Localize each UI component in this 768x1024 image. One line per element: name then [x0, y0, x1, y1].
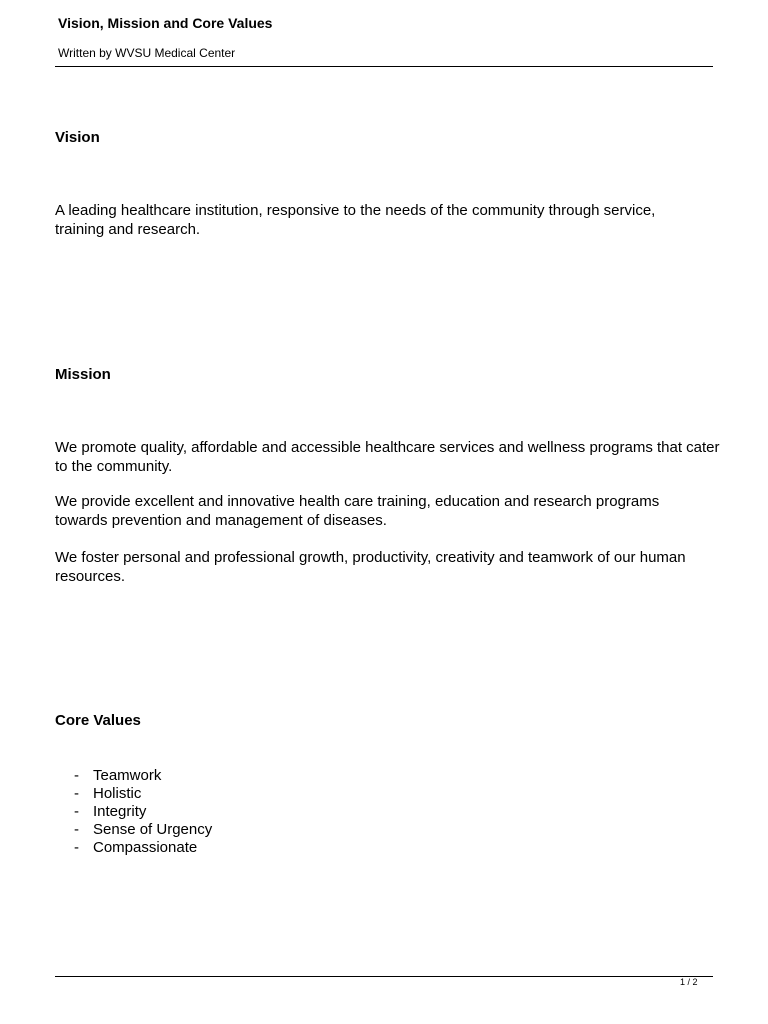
core-value-label: Holistic	[93, 785, 142, 802]
vision-heading: Vision	[55, 129, 100, 146]
header-divider	[55, 66, 713, 67]
core-value-label: Sense of Urgency	[93, 821, 213, 838]
core-value-label: Integrity	[93, 803, 147, 820]
list-item	[74, 821, 212, 839]
footer-divider	[55, 976, 713, 977]
list-item	[74, 839, 212, 857]
byline: Written by WVSU Medical Center	[58, 46, 236, 60]
list-item	[74, 785, 212, 803]
mission-heading: Mission	[55, 366, 111, 383]
mission-paragraph: We provide excellent and innovative health care training, education and research programs towards prevention and management of diseases.	[55, 493, 660, 529]
vision-text: A leading healthcare institution, responsive to the needs of the community through service, training and research.	[55, 202, 656, 238]
core-values-list	[74, 767, 212, 857]
page-number: 1 / 2	[680, 977, 698, 987]
dash-bullet: -	[74, 803, 79, 820]
list-item	[74, 767, 212, 785]
core-value-label: Teamwork	[93, 767, 162, 784]
mission-paragraph: We foster personal and professional growth, productivity, creativity and teamwork of our human resources.	[55, 549, 686, 585]
mission-paragraph: We promote quality, affordable and accessible healthcare services and wellness programs that cater to the community.	[55, 439, 720, 475]
page-title: Vision, Mission and Core Values	[58, 15, 273, 31]
dash-bullet: -	[74, 839, 79, 856]
dash-bullet: -	[74, 821, 79, 838]
dash-bullet: -	[74, 785, 79, 802]
core-value-label: Compassionate	[93, 839, 198, 856]
list-item	[74, 803, 212, 821]
core-values-heading: Core Values	[55, 712, 141, 729]
dash-bullet: -	[74, 767, 79, 784]
